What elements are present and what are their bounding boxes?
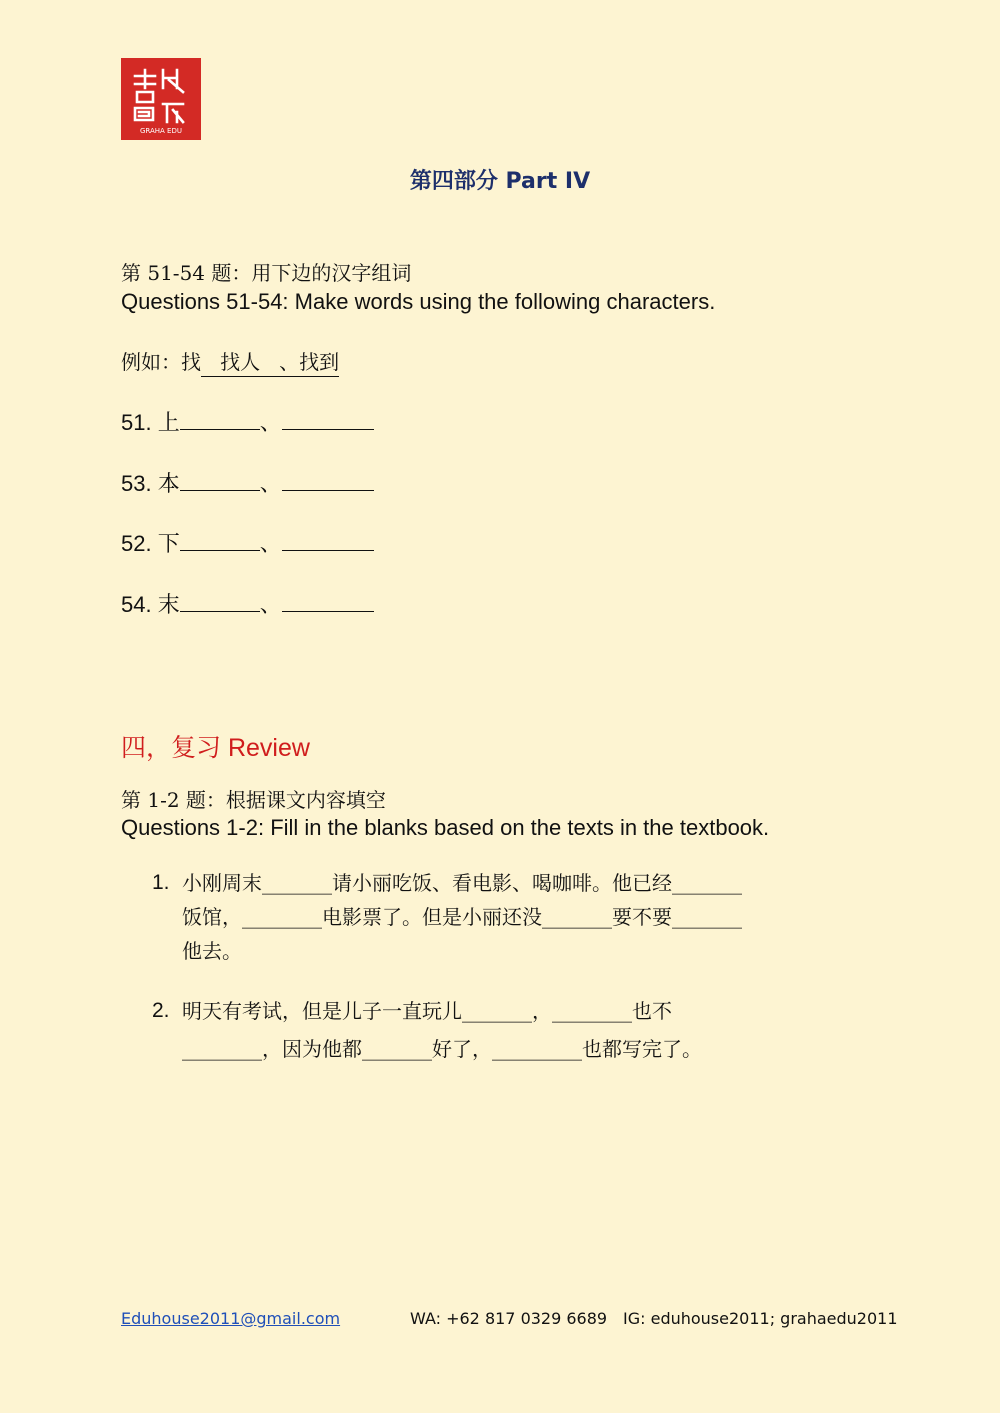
question-number: 53. — [121, 471, 152, 496]
item-line: 明天有考试，但是儿子一直玩儿_______，________也不 — [182, 999, 672, 1023]
question-number: 51. — [121, 410, 152, 435]
answer-blank[interactable] — [180, 470, 260, 491]
item-line: 饭馆，________电影票了。但是小丽还没_______要不要_______ — [182, 905, 742, 929]
review-instruction-en: Questions 1-2: Fill in the blanks based on the texts in the textbook. — [121, 815, 770, 840]
graha-edu-logo — [121, 58, 201, 140]
question-54 — [121, 588, 374, 619]
review-heading-en: Review — [227, 734, 310, 762]
separator: 、 — [259, 411, 282, 436]
footer-whatsapp: WA: +62 817 0329 6689 — [410, 1309, 608, 1328]
separator: 、 — [259, 472, 282, 497]
footer-email-link[interactable]: Eduhouse2011@gmail.com — [121, 1309, 341, 1328]
footer-instagram: IG: eduhouse2011; grahaedu2011 — [623, 1309, 898, 1328]
answer-blank[interactable] — [180, 530, 260, 551]
separator: 、 — [259, 532, 282, 557]
answer-blank[interactable] — [282, 591, 374, 612]
question-char: 下 — [157, 532, 180, 557]
question-char: 末 — [157, 593, 180, 618]
item-line: ________，因为他都_______好了，_________也都写完了。 — [182, 1037, 702, 1061]
page-title: 第四部分 Part IV — [409, 169, 591, 194]
example-line — [121, 346, 339, 377]
answer-blank[interactable] — [282, 470, 374, 491]
review-heading-zh: 四，复习 — [121, 733, 222, 762]
answer-blank[interactable] — [282, 409, 374, 430]
question-52 — [121, 527, 374, 558]
question-51 — [121, 406, 374, 437]
review-heading — [121, 728, 310, 764]
review-item-1 — [152, 866, 882, 968]
review-item-2 — [152, 994, 882, 1066]
example-answer: 找人 、找到 — [201, 346, 339, 377]
separator: 、 — [259, 593, 282, 618]
review-instruction-zh: 第 1-2 题：根据课文内容填空 — [121, 788, 386, 812]
answer-blank[interactable] — [180, 409, 260, 430]
part-iv-instruction-en: Questions 51-54: Make words using the following characters. — [121, 289, 716, 314]
question-char: 本 — [157, 472, 180, 497]
question-number: 54. — [121, 592, 152, 617]
question-53 — [121, 467, 374, 498]
item-line: 小刚周末_______请小丽吃饭、看电影、喝咖啡。他已经_______ — [182, 871, 742, 895]
seal-icon — [121, 58, 201, 140]
item-number: 2. — [152, 999, 170, 1022]
question-char: 上 — [157, 411, 180, 436]
example-label: 例如：找 — [121, 350, 201, 374]
question-number: 52. — [121, 531, 152, 556]
item-number: 1. — [152, 871, 170, 894]
item-line: 他去。 — [182, 939, 242, 963]
part-iv-instruction-zh: 第 51-54 题：用下边的汉字组词 — [121, 261, 412, 285]
answer-blank[interactable] — [282, 530, 374, 551]
logo-text: GRAHA EDU — [139, 127, 183, 135]
answer-blank[interactable] — [180, 591, 260, 612]
